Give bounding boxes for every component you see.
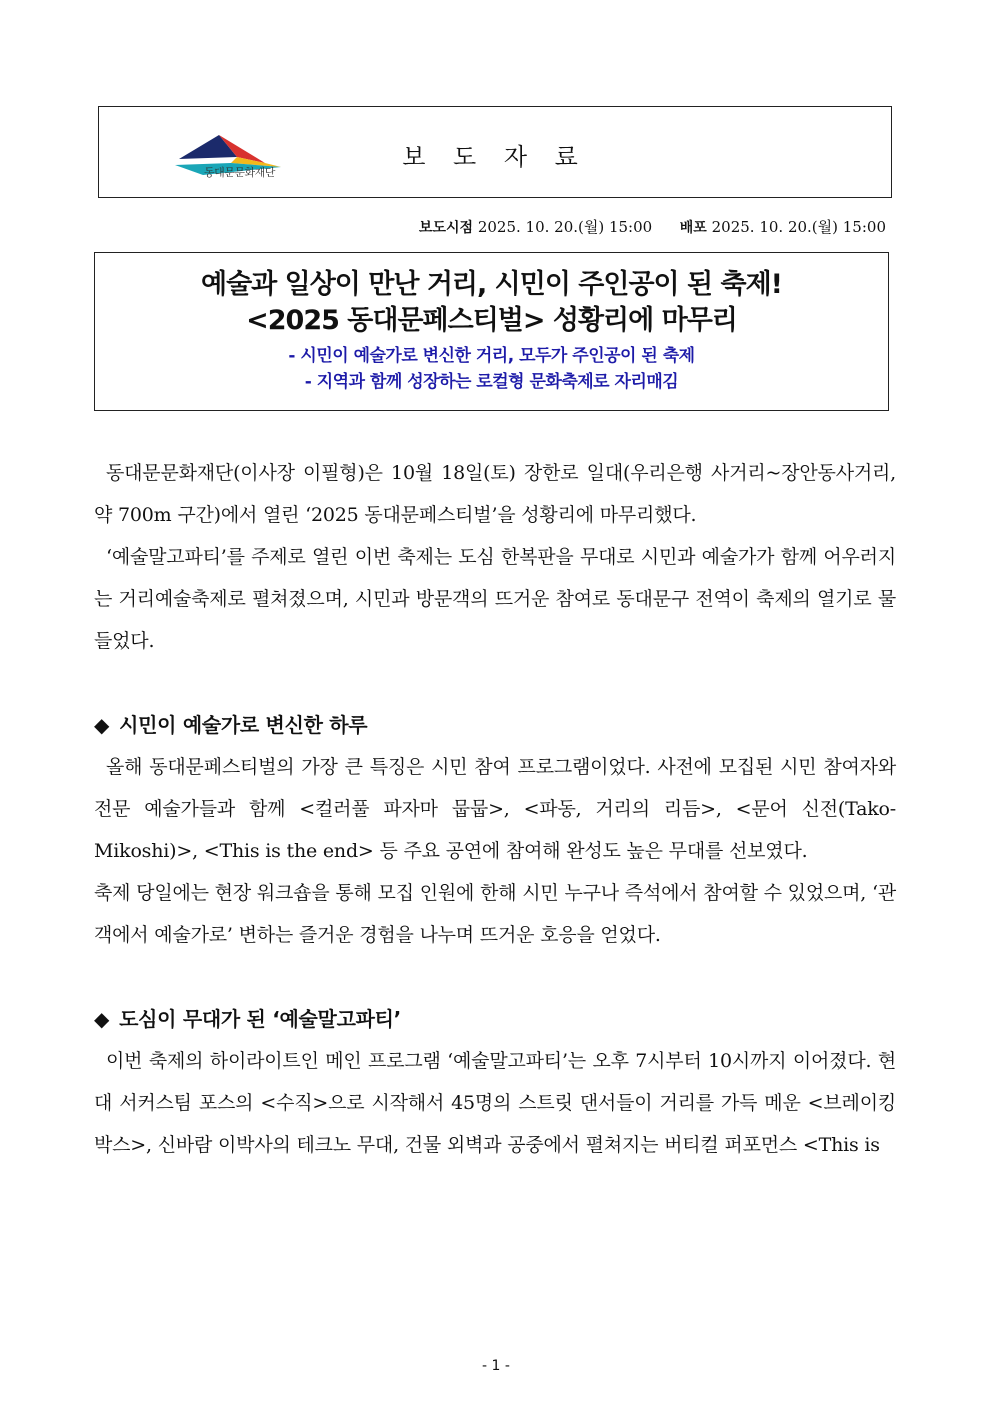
subtitle-2: - 지역과 함께 성장하는 로컬형 문화축제로 자리매김 xyxy=(304,372,679,392)
paragraph-4: 축제 당일에는 현장 워크숍을 통해 모집 인원에 한해 시민 누구나 즉석에서 참여할 수 있었으며, ‘관객에서 예술가로’ 변하는 즐거운 경험을 나누며 뜨거운 호응을 얻었다. xyxy=(94,882,896,946)
section-heading-1 xyxy=(94,704,896,746)
diamond-bullet-icon: ◆ xyxy=(94,1007,110,1031)
report-time-label: 보도시점 xyxy=(418,220,474,236)
paragraph-3: 올해 동대문페스티벌의 가장 큰 특징은 시민 참여 프로그램이었다. 사전에 모집된 시민 참여자와 전문 예술가들과 함께 <컬러풀 파자마 뭅뭅>, <파동, 거리의 리듬>, <문어 신전(Tako-Mikoshi)>, <This is the end> 등 주요 공연에 참여해 완성도 높은 무대를 선보였다. xyxy=(94,756,896,862)
headline-line-1: 예술과 일상이 만난 거리, 시민이 주인공이 된 축제! xyxy=(200,269,782,300)
subtitle-1: - 시민이 예술가로 변신한 거리, 모두가 주인공이 된 축제 xyxy=(288,346,695,366)
release-info xyxy=(419,216,886,237)
diamond-bullet-icon: ◆ xyxy=(94,713,110,737)
header-box xyxy=(98,106,892,198)
page-number: - 1 - xyxy=(482,1358,510,1374)
section-heading-1-text: 시민이 예술가로 변신한 하루 xyxy=(119,713,368,737)
section-heading-2 xyxy=(94,998,896,1040)
report-time-value: 2025. 10. 20.(월) 15:00 xyxy=(477,218,653,236)
headline-line-2: <2025 동대문페스티벌> 성황리에 마무리 xyxy=(246,305,737,336)
paragraph-2: ‘예술말고파티’를 주제로 열린 이번 축제는 도심 한복판을 무대로 시민과 예술가가 함께 어우러지는 거리예술축제로 펼쳐졌으며, 시민과 방문객의 뜨거운 참여로 동대문구 전역이 축제의 열기로 물들었다. xyxy=(94,546,896,652)
logo-text: 동대문문화재단 xyxy=(204,166,275,179)
press-release-title: 보 도 자 료 xyxy=(402,143,588,171)
paragraph-1: 동대문문화재단(이사장 이필형)은 10월 18일(토) 장한로 일대(우리은행 사거리~장안동사거리, 약 700m 구간)에서 열린 ‘2025 동대문페스티벌’을 성황리에 마무리했다. xyxy=(94,462,896,526)
section-heading-2-text: 도심이 무대가 된 ‘예술말고파티’ xyxy=(119,1007,401,1031)
article-body xyxy=(94,452,896,1166)
headline-box xyxy=(94,252,889,411)
paragraph-5: 이번 축제의 하이라이트인 메인 프로그램 ‘예술말고파티’는 오후 7시부터 10시까지 이어졌다. 현대 서커스팀 포스의 <수직>으로 시작해서 45명의 스트릿 댄서들이 거리를 가득 메운 <브레이킹 박스>, 신바람 이박사의 테크노 무대, 건물 외벽과 공중에서 펼쳐지는 버티컬 퍼포먼스 <This is xyxy=(94,1050,896,1156)
distribution-label: 배포 xyxy=(679,220,707,236)
distribution-value: 2025. 10. 20.(월) 15:00 xyxy=(711,218,886,236)
